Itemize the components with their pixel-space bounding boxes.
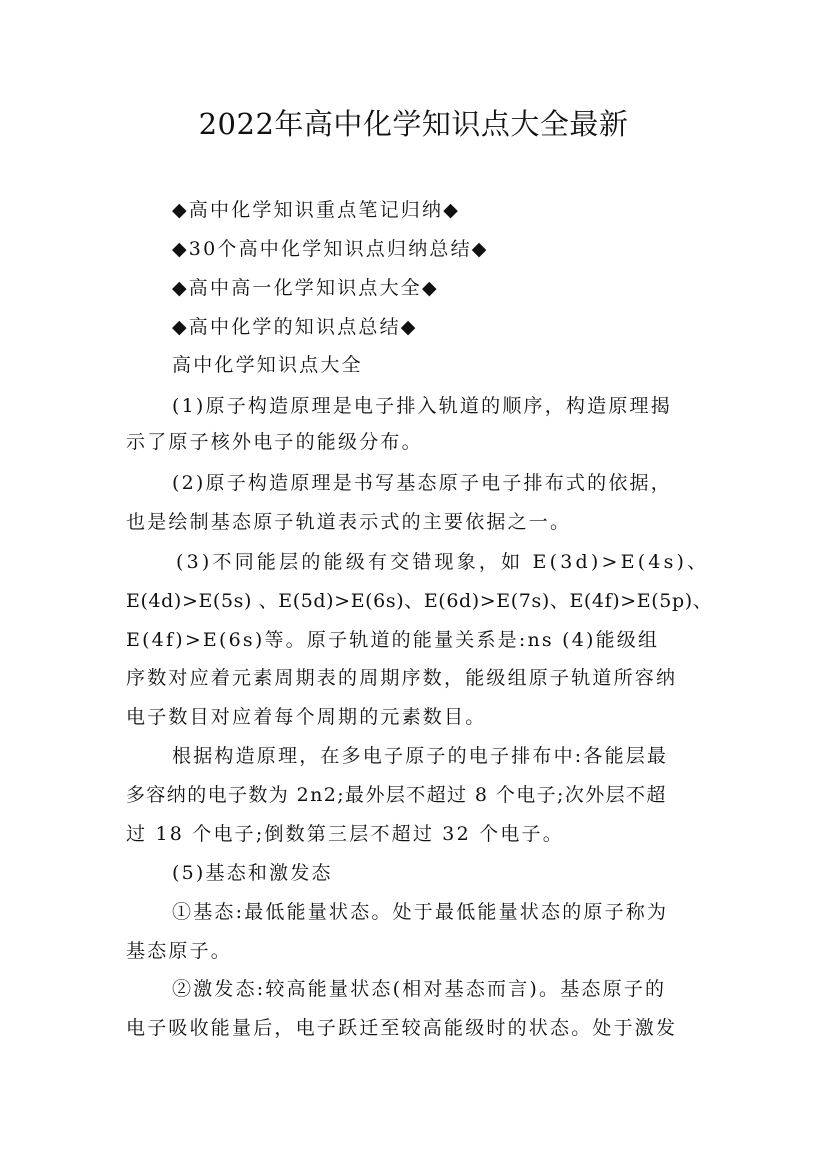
text-line: (1)原子构造原理是电子排入轨道的顺序，构造原理揭 [172,395,672,417]
text-line: 电子吸收能量后，电子跃迁至较高能级时的状态。处于激发 [126,1017,678,1039]
text-line: (5)基态和激发态 [172,862,333,884]
text-line: ①基态:最低能量状态。处于最低能量状态的原子称为 [172,901,669,923]
text-line: 序数对应着元素周期表的周期序数，能级组原子轨道所容纳 [126,667,678,689]
text-line: ◆高中化学的知识点总结◆ [172,316,418,338]
text-line: 多容纳的电子数为 2n2;最外层不超过 8 个电子;次外层不超 [126,784,667,806]
text-line: (3)不同能层的能级有交错现象，如 E(3d)>E(4s)、 [176,551,710,573]
text-line: 电子数目对应着每个周期的元素数目。 [126,706,487,728]
document-title: 2022年高中化学知识点大全最新 [198,107,629,141]
text-line: ◆高中化学知识重点笔记归纳◆ [172,199,461,221]
text-line: 过 18 个电子;倒数第三层不超过 32 个电子。 [126,823,564,845]
text-line: 基态原子。 [126,940,233,962]
text-line: ◆30个高中化学知识点归纳总结◆ [172,238,489,260]
text-line: ②激发态:较高能量状态(相对基态而言)。基态原子的 [172,978,667,1000]
text-line: 也是绘制基态原子轨道表示式的主要依据之一。 [126,511,572,533]
text-line: ◆高中高一化学知识点大全◆ [172,277,439,299]
text-line: 高中化学知识点大全 [172,354,363,376]
text-line: 根据构造原理，在多电子原子的电子排布中:各能层最 [172,745,669,767]
text-line: E(4f)>E(6s)等。原子轨道的能量关系是:ns (4)能级组 [126,629,660,651]
text-line: (2)原子构造原理是书写基态原子电子排布式的依据， [172,472,672,494]
text-line: E(4d)>E(5s) 、E(5d)>E(6s)、E(6d)>E(7s)、E(4f)>E(5p)、 [126,590,713,612]
text-line: 示了原子核外电子的能级分布。 [126,431,423,453]
